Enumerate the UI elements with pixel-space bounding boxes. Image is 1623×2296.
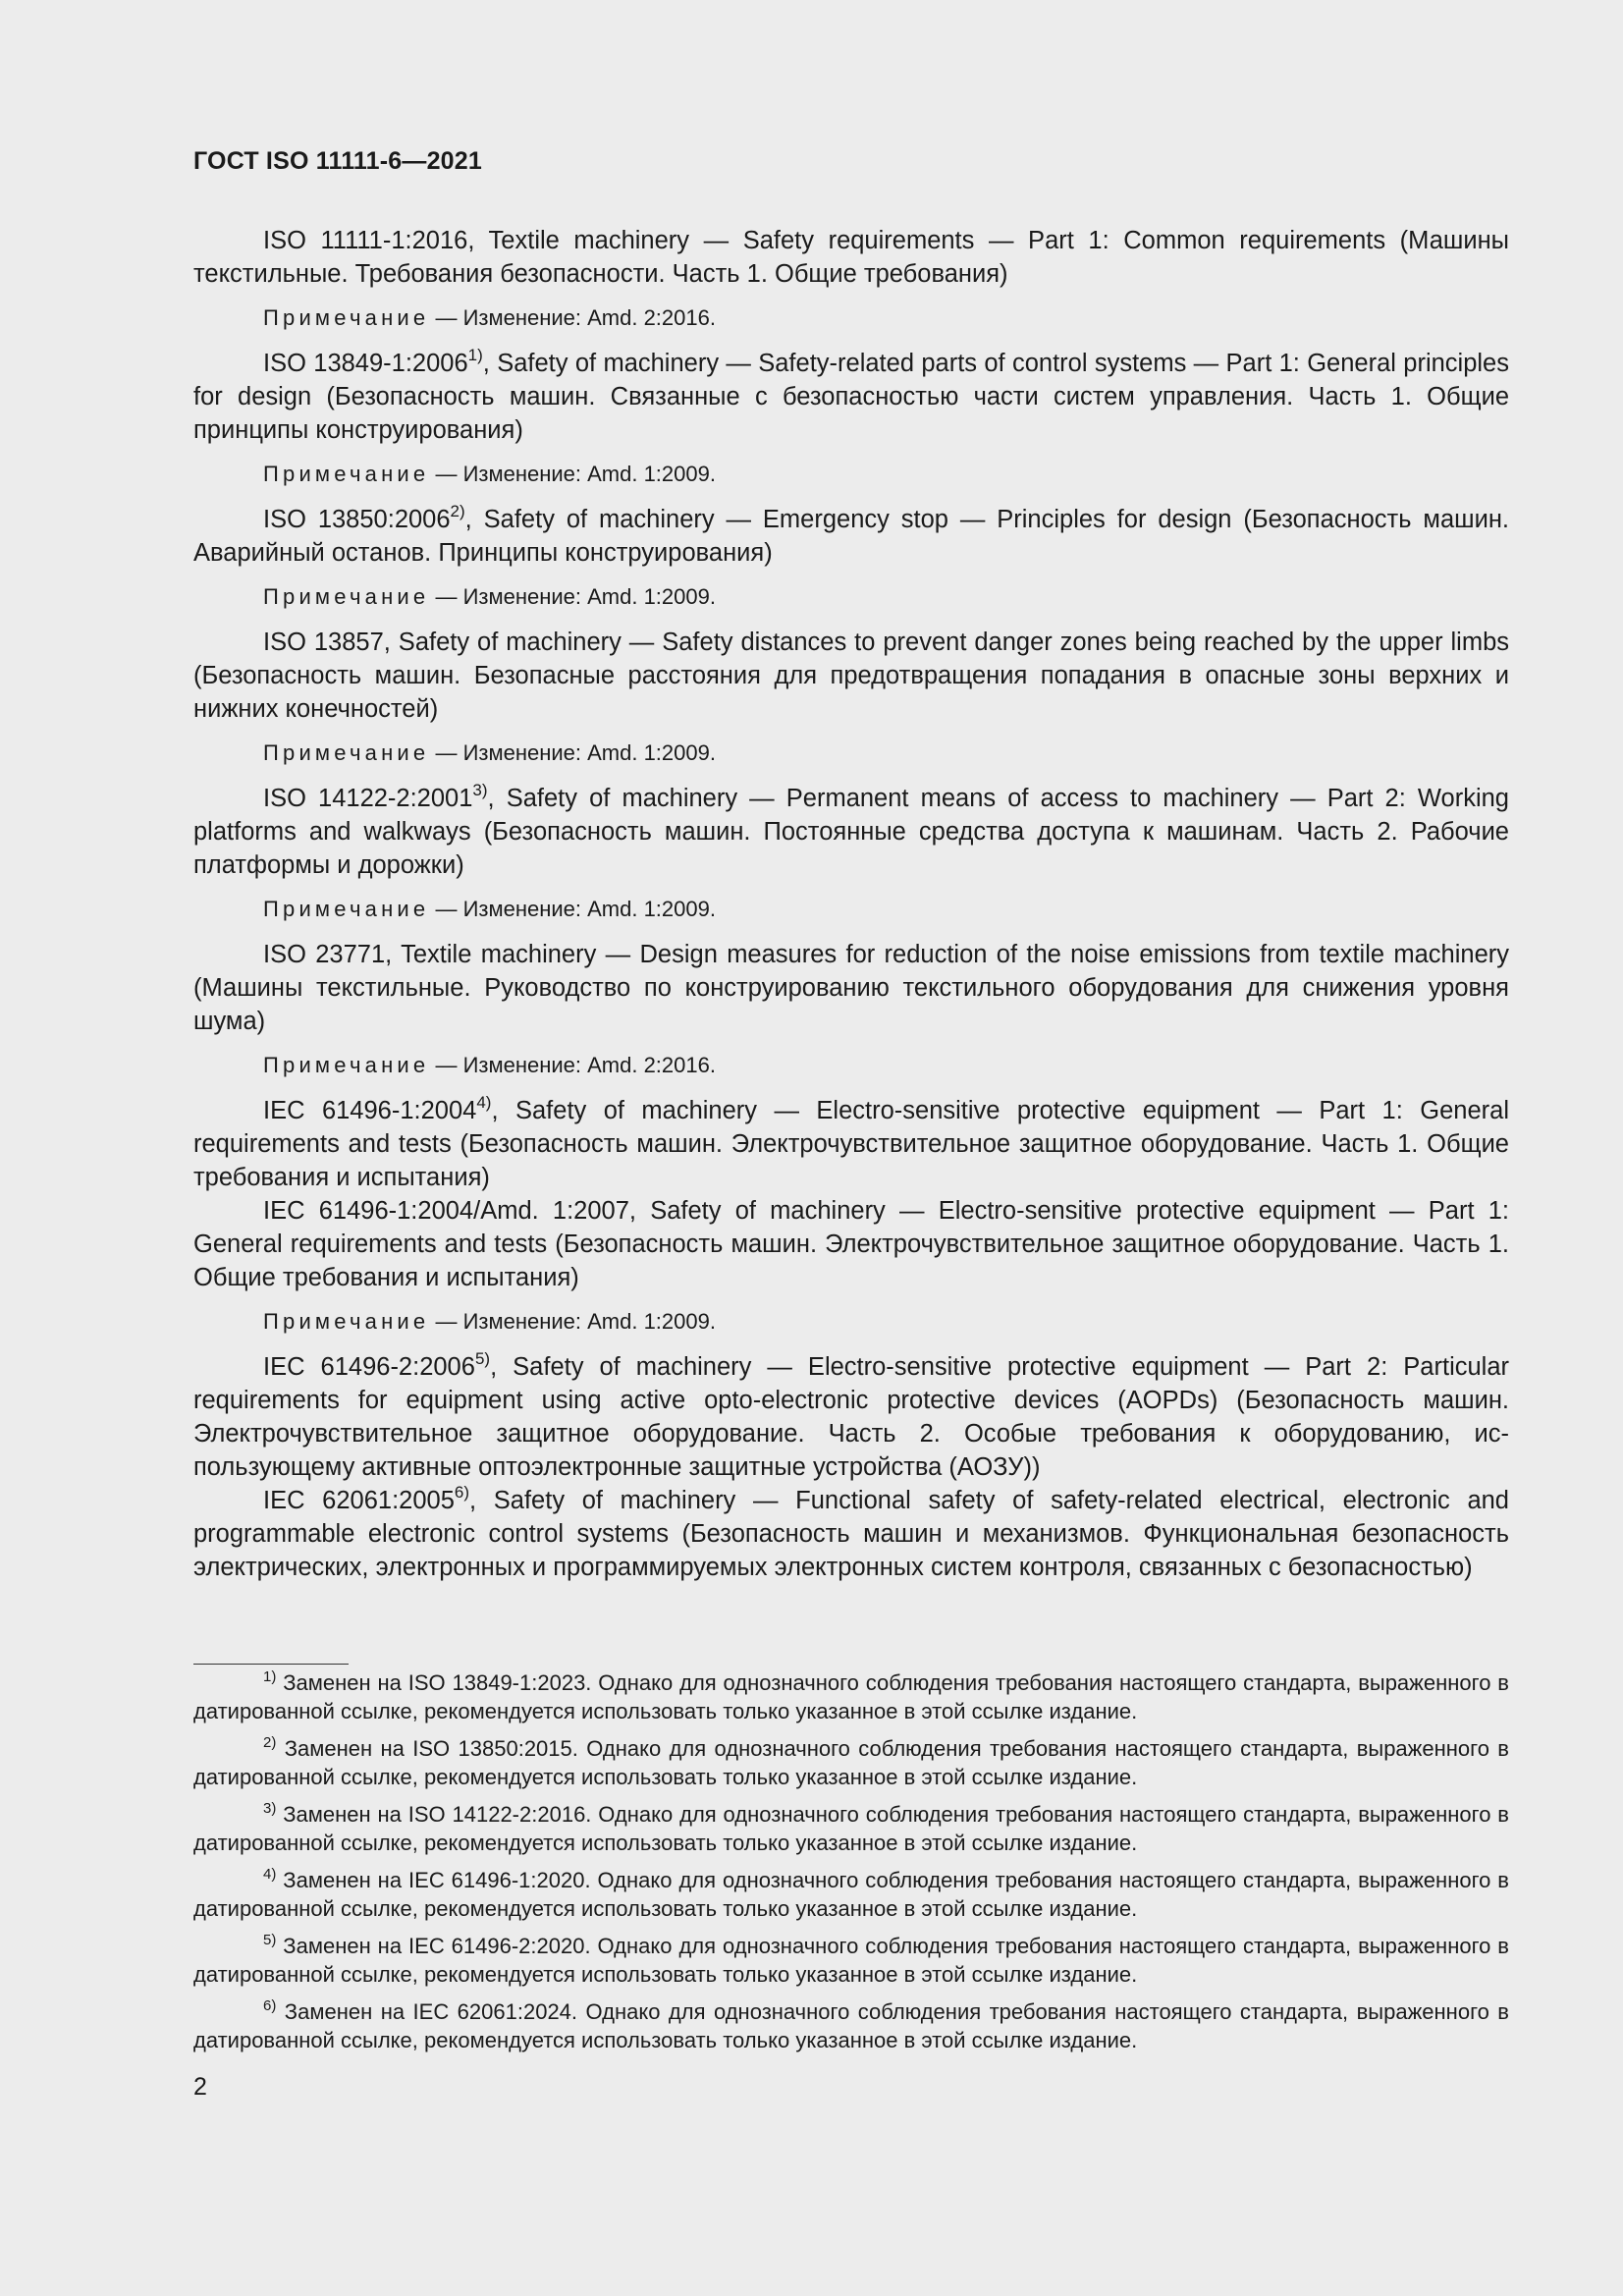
reference-title: , Safety of machinery — Electro-sensitive protective equipment — Part 2: Particular requirements for equipment using active opto-electronic protective devices (AOPDs) (Безопасность машин. Электрочувствительное защитное оборудование. Часть 2. Особые требования к оборудованию, использующему активные оптоэлектронные защитные устройства (АОЗУ)) [193, 1353, 1510, 1481]
footnote-mark[interactable]: 6) [454, 1483, 470, 1502]
reference-entry [193, 626, 1509, 726]
note-text: — Изменение: Amd. 1:2009. [429, 1309, 716, 1334]
note-label: Примечание [263, 1309, 430, 1334]
footnote [193, 1668, 1509, 1725]
footnote-text: Заменен на IEC 61496-1:2020. Однако для однозначного соблюдения требования настоящего стандарта, выраженного в датированной ссылке, рекомендуется использовать только указанное в этой ссылке издание. [193, 1868, 1509, 1921]
reference-title: , Safety of machinery — Permanent means of access to machinery — Part 2: Working platforms and walkways (Безопасность машин. Постоянные средства доступа к машинам. Часть 2. Рабочие платформы и дорожки) [193, 785, 1509, 879]
reference-title: , Textile machinery — Design measures for reduction of the noise emissions from textile machinery (Машины текстильные. Руководство по конструированию текстильного оборудования для снижения уровня шума) [193, 941, 1510, 1035]
footnote-mark[interactable]: 1) [467, 346, 483, 364]
reference-entry [193, 1194, 1509, 1294]
footnote-mark[interactable]: 3) [472, 781, 488, 799]
footnote-text: Заменен на ISO 13850:2015. Однако для однозначного соблюдения требования настоящего стандарта, выраженного в датированной ссылке, рекомендуется использовать только указанное в этой ссылке издание. [193, 1736, 1509, 1789]
footnote-mark[interactable]: 4) [476, 1093, 492, 1112]
reference-designation: ISO 23771 [263, 941, 386, 968]
footnote [193, 1800, 1509, 1857]
footnote-text: Заменен на IEC 62061:2024. Однако для однозначного соблюдения требования настоящего стандарта, выраженного в датированной ссылке, рекомендуется использовать только указанное в этой ссылке издание. [193, 1999, 1509, 2052]
reference-designation: ISO 13857 [263, 629, 384, 656]
reference-note [263, 582, 1509, 612]
references-list [193, 224, 1509, 1584]
reference-designation: IEC 62061:2005 [263, 1487, 455, 1514]
reference-note [263, 1307, 1509, 1337]
footnote-number: 4) [263, 1866, 277, 1883]
reference-designation: ISO 14122-2:2001 [263, 785, 473, 812]
reference-entry [193, 1350, 1509, 1484]
reference-entry [193, 503, 1509, 570]
reference-entry [193, 1484, 1509, 1584]
footnote-number: 5) [263, 1932, 277, 1948]
reference-designation: ISO 13849-1:2006 [263, 350, 468, 377]
note-text: — Изменение: Amd. 1:2009. [429, 462, 716, 486]
footnote-number: 6) [263, 1997, 277, 2014]
note-label: Примечание [263, 740, 430, 765]
footnotes-list [193, 1668, 1509, 2063]
footnote-mark[interactable]: 5) [474, 1349, 491, 1368]
footnote-text: Заменен на ISO 14122-2:2016. Однако для однозначного соблюдения требования настоящего стандарта, выраженного в датированной ссылке, рекомендуется использовать только указанное в этой ссылке издание. [193, 1802, 1509, 1855]
footnote-text: Заменен на IEC 61496-2:2020. Однако для однозначного соблюдения требования настоящего стандарта, выраженного в датированной ссылке, рекомендуется использовать только указанное в этой ссылке издание. [193, 1934, 1509, 1987]
footnote-text: Заменен на ISO 13849-1:2023. Однако для однозначного соблюдения требования настоящего стандарта, выраженного в датированной ссылке, рекомендуется использовать только указанное в этой ссылке издание. [193, 1670, 1509, 1723]
reference-note [263, 738, 1509, 768]
reference-designation: IEC 61496-1:2004 [263, 1097, 477, 1124]
footnote [193, 1734, 1509, 1791]
reference-note [263, 303, 1509, 333]
reference-title: , Safety of machinery — Emergency stop — Principles for design (Безопасность машин. Аварийный останов. Принципы конструирования) [193, 506, 1509, 567]
note-text: — Изменение: Amd. 1:2009. [429, 584, 716, 609]
note-label: Примечание [263, 584, 430, 609]
reference-designation: ISO 11111-1:2016 [263, 227, 468, 254]
footnote-separator [193, 1664, 349, 1665]
reference-note [263, 1051, 1509, 1080]
reference-designation: ISO 13850:2006 [263, 506, 451, 533]
reference-title: , Safety of machinery — Electro-sensitive protective equipment — Part 1: General requirements and tests (Безопасность машин. Электрочувствительное защитное оборудование. Часть 1. Общие требования и испытания) [193, 1097, 1509, 1191]
footnote-number: 2) [263, 1734, 277, 1751]
footnote [193, 1932, 1509, 1989]
reference-entry [193, 938, 1509, 1038]
reference-designation: IEC 61496-2:2006 [263, 1353, 475, 1381]
reference-entry [193, 1094, 1509, 1194]
reference-title: , Textile machinery — Safety requirements — Part 1: Common requirements (Машины текстильные. Требования безопасности. Часть 1. Общие требования) [193, 227, 1509, 288]
reference-title: , Safety of machinery — Safety distances to prevent danger zones being reached by the upper limbs (Безопасность машин. Безопасные расстояния для предотвращения попадания в опасные зоны верхних и нижних конечностей) [193, 629, 1510, 723]
note-label: Примечание [263, 462, 430, 486]
reference-title: , Safety of machinery — Functional safety of safety-related electrical, electronic and programmable electronic control systems (Безопасность машин и механизмов. Функциональная безопасность электрических, электронных и программируемых электронных систем контроля, связанных с безопасностью) [193, 1487, 1509, 1581]
note-label: Примечание [263, 897, 430, 921]
page-header-title: ГОСТ ISO 11111-6—2021 [193, 147, 482, 175]
reference-title: , Safety of machinery — Electro-sensitive protective equipment — Part 1: General requirements and tests (Безопасность машин. Электрочувствительное защитное оборудование. Часть 1. Общие требования и испытания) [193, 1197, 1509, 1291]
footnote [193, 1866, 1509, 1923]
reference-note [263, 895, 1509, 924]
footnote [193, 1997, 1509, 2054]
note-text: — Изменение: Amd. 2:2016. [429, 305, 716, 330]
note-text: — Изменение: Amd. 1:2009. [429, 897, 716, 921]
reference-entry [193, 224, 1509, 291]
reference-entry [193, 782, 1509, 882]
reference-title: , Safety of machinery — Safety-related parts of control systems — Part 1: General principles for design (Безопасность машин. Связанные с безопасностью части систем управления. Часть 1. Общие принципы конструирования) [193, 350, 1509, 444]
footnote-mark[interactable]: 2) [450, 502, 465, 520]
note-label: Примечание [263, 305, 430, 330]
note-label: Примечание [263, 1053, 430, 1077]
reference-note [263, 460, 1509, 489]
reference-designation: IEC 61496-1:2004/Amd. 1:2007 [263, 1197, 629, 1225]
footnote-number: 1) [263, 1668, 277, 1685]
footnote-number: 3) [263, 1800, 277, 1817]
note-text: — Изменение: Amd. 1:2009. [429, 740, 716, 765]
note-text: — Изменение: Amd. 2:2016. [429, 1053, 716, 1077]
page-number: 2 [193, 2073, 207, 2101]
reference-entry [193, 347, 1509, 447]
